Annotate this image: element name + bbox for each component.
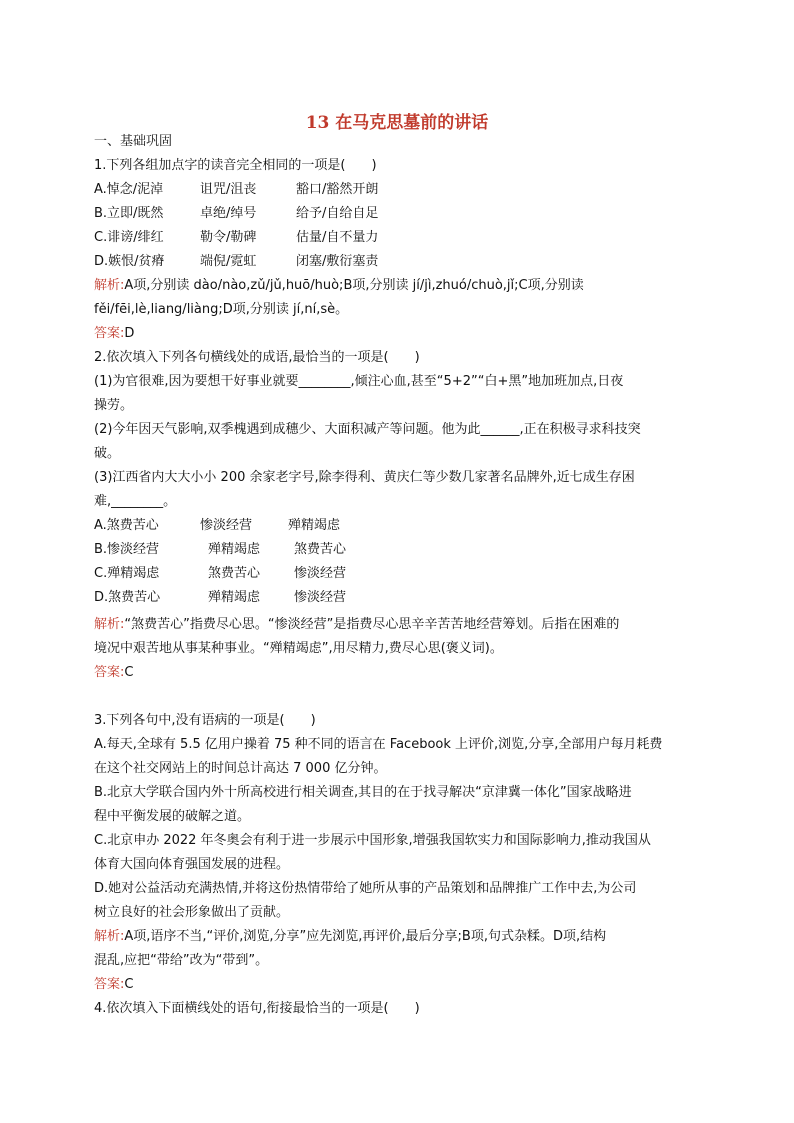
- q1-answer: [94, 325, 134, 343]
- answer-value: C: [124, 665, 134, 680]
- q2-option-a-3: 殚精竭虑: [288, 518, 341, 533]
- q2-sentence3-line1: (3)江西省内大大小小 200 余家老字号,除李得利、黄庆仁等少数几家著名品牌外,近七成生存困: [94, 470, 635, 485]
- q2-explanation-line1: [94, 616, 619, 634]
- answer-value: D: [124, 326, 135, 341]
- q1-option-b: [94, 205, 378, 223]
- q2-option-c-2: 煞费苦心: [208, 566, 261, 581]
- explanation-text: “煞费苦心”指费尽心思。“惨淡经营”是指费尽心思辛辛苦苦地经营筹划。后指在困难的: [124, 617, 620, 632]
- q1-option-c: [94, 229, 378, 247]
- q2-sentence3-line2: 难,________。: [94, 494, 177, 509]
- q2-option-b-2: 殚精竭虑: [208, 542, 261, 557]
- q1-option-c-1: C.诽谤/绯红: [94, 230, 164, 245]
- q3-option-a-line1: A.每天,全球有 5.5 亿用户操着 75 种不同的语言在 Facebook 上评价,浏览,分享,全部用户每月耗费: [94, 737, 663, 752]
- q1-option-c-3: 估量/自不量力: [296, 230, 379, 245]
- q1-option-d-1: D.嫉恨/贫瘠: [94, 254, 165, 269]
- q3-stem: 3.下列各句中,没有语病的一项是( ): [94, 713, 316, 728]
- q2-option-d: [94, 589, 346, 607]
- q2-option-d-3: 惨淡经营: [294, 590, 347, 605]
- q1-option-d: [94, 253, 378, 271]
- explanation-label: 解析:: [94, 617, 125, 632]
- q2-sentence1-line2: 操劳。: [94, 398, 134, 413]
- q2-option-d-2: 殚精竭虑: [208, 590, 261, 605]
- explanation-text: A项,语序不当,“评价,浏览,分享”应先浏览,再评价,最后分享;B项,句式杂糅。D项,结构: [124, 929, 607, 944]
- q3-option-c-line1: C.北京申办 2022 年冬奥会有利于进一步展示中国形象,增强我国软实力和国际影响力,推动我国从: [94, 833, 651, 848]
- section-heading: 一、基础巩固: [94, 134, 173, 149]
- q2-option-b-1: B.惨淡经营: [94, 542, 160, 557]
- q2-option-b: [94, 541, 346, 559]
- q3-answer: [94, 976, 133, 994]
- q1-option-d-2: 端倪/霓虹: [200, 254, 257, 269]
- q1-option-b-2: 卓绝/绰号: [200, 206, 257, 221]
- q1-option-d-3: 闭塞/敷衍塞责: [296, 254, 379, 269]
- q2-sentence1-line1: (1)为官很难,因为要想干好事业就要________,倾注心血,甚至“5+2”“白+黑”地加班加点,日夜: [94, 374, 624, 389]
- q1-option-c-2: 勒令/勒碑: [200, 230, 257, 245]
- answer-label: 答案:: [94, 665, 125, 680]
- q1-option-a-1: A.悼念/泥淖: [94, 182, 164, 197]
- q2-option-c: [94, 565, 346, 583]
- q1-option-b-3: 给予/自给自足: [296, 206, 379, 221]
- q2-option-a-2: 惨淡经营: [200, 518, 253, 533]
- q1-explanation-line1: [94, 277, 584, 295]
- q3-explanation-line1: [94, 928, 606, 946]
- q1-option-a: [94, 181, 378, 199]
- q3-option-a-line2: 在这个社交网站上的时间总计高达 7 000 亿分钟。: [94, 761, 387, 776]
- q2-option-c-1: C.殚精竭虑: [94, 566, 160, 581]
- answer-label: 答案:: [94, 977, 125, 992]
- q3-option-b-line1: B.北京大学联合国内外十所高校进行相关调查,其目的在于找寻解决“京津冀一体化”国家战略进: [94, 785, 632, 800]
- answer-label: 答案:: [94, 326, 125, 341]
- q3-option-c-line2: 体育大国向体育强国发展的进程。: [94, 857, 290, 872]
- answer-value: C: [124, 977, 134, 992]
- q2-explanation-line2: 境况中艰苦地从事某种事业。“殚精竭虑”,用尽精力,费尽心思(褒义词)。: [94, 641, 503, 656]
- q4-stem: 4.依次填入下面横线处的语句,衔接最恰当的一项是( ): [94, 1001, 420, 1016]
- q1-option-a-2: 诅咒/沮丧: [200, 182, 257, 197]
- q1-stem: 1.下列各组加点字的读音完全相同的一项是( ): [94, 158, 377, 173]
- q2-option-b-3: 煞费苦心: [294, 542, 347, 557]
- explanation-label: 解析:: [94, 929, 125, 944]
- q2-answer: [94, 664, 133, 682]
- q3-explanation-line2: 混乱,应把“带给”改为“带到”。: [94, 953, 269, 968]
- document-title: 13 在马克思墓前的讲话: [305, 113, 489, 133]
- q2-option-a-1: A.煞费苦心: [94, 518, 159, 533]
- q2-option-c-3: 惨淡经营: [294, 566, 347, 581]
- explanation-label: 解析:: [94, 278, 125, 293]
- q3-option-d-line1: D.她对公益活动充满热情,并将这份热情带给了她所从事的产品策划和品牌推广工作中去,为公司: [94, 881, 637, 896]
- q2-option-d-1: D.煞费苦心: [94, 590, 161, 605]
- q1-explanation-line2: fěi/fēi,lè,liang/liàng;D项,分别读 jí,ní,sè。: [94, 302, 349, 317]
- q1-option-b-1: B.立即/既然: [94, 206, 164, 221]
- q2-stem: 2.依次填入下列各句横线处的成语,最恰当的一项是( ): [94, 350, 420, 365]
- q3-option-b-line2: 程中平衡发展的破解之道。: [94, 809, 251, 824]
- q2-sentence2-line1: (2)今年因天气影响,双季槐遇到成穗少、大面积减产等问题。他为此______,正在积极寻求科技突: [94, 422, 641, 437]
- q2-option-a: [94, 517, 340, 535]
- q1-option-a-3: 豁口/豁然开朗: [296, 182, 379, 197]
- explanation-text: A项,分别读 dào/nào,zǔ/jǔ,huō/huò;B项,分别读 jí/jì,zhuó/chuò,jǐ;C项,分别读: [124, 278, 584, 293]
- q2-sentence2-line2: 破。: [94, 446, 121, 461]
- q3-option-d-line2: 树立良好的社会形象做出了贡献。: [94, 905, 290, 920]
